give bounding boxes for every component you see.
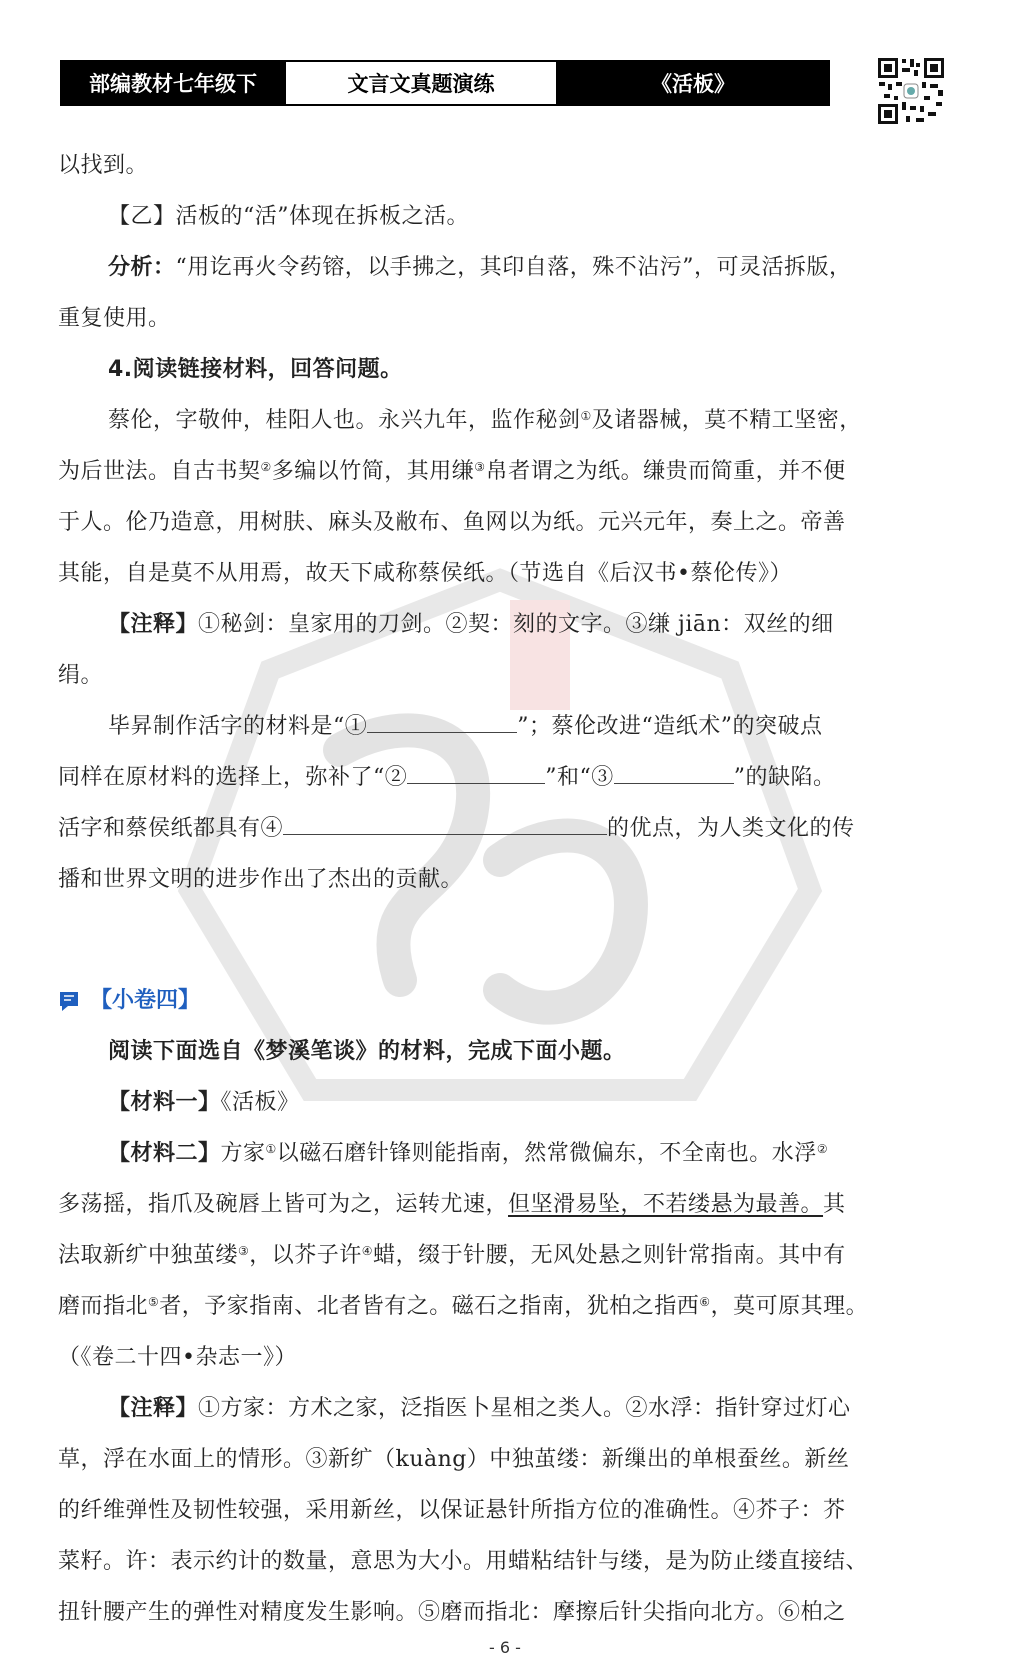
text-line: 蔡伦，字敬仲，桂阳人也。永兴九年，监作秘剑①及诸器械，莫不精工坚密， xyxy=(108,408,862,433)
notes-label: 【注释】 xyxy=(108,612,199,637)
section-header xyxy=(58,975,958,1026)
question-heading: 4.阅读链接材料，回答问题。 xyxy=(108,357,403,382)
text-line: 其能，自是莫不从用焉，故天下咸称蔡侯纸。（节选自《后汉书•蔡伦传》） xyxy=(58,561,792,586)
notes-line: 【注释】①秘剑：皇家用的刀剑。②契：刻的文字。③缣 jiān：双丝的细 xyxy=(108,612,834,637)
text-line: 于人。伦乃造意，用树肤、麻头及敝布、鱼网以为纸。元兴元年，奏上之。帝善 xyxy=(58,510,846,535)
text-line: 为后世法。自古书契②多编以竹简，其用缣③帛者谓之为纸。缣贵而简重，并不便 xyxy=(58,459,846,484)
qr-code-icon[interactable] xyxy=(876,56,946,126)
section-intro: 阅读下面选自《梦溪笔谈》的材料，完成下面小题。 xyxy=(108,1039,626,1064)
fill-blank-line: 毕昇制作活字的材料是“① ”；蔡伦改进“造纸术”的突破点 xyxy=(58,701,958,752)
text-line: 重复使用。 xyxy=(58,306,171,331)
source-line: （《卷二十四•杂志一》） xyxy=(58,1345,297,1370)
text-line: 多荡摇，指爪及碗唇上皆可为之，运转尤速，但坚滑易坠，不若缕悬为最善。其 xyxy=(58,1192,846,1217)
section-title: 【小卷四】 xyxy=(90,988,201,1013)
answer-blank-4[interactable] xyxy=(283,812,607,835)
header-left: 部编教材七年级下 xyxy=(62,62,284,104)
notes-line: 【注释】①方家：方术之家，泛指医卜星相之类人。②水浮：指针穿过灯心 xyxy=(108,1396,851,1421)
answer-blank-2[interactable] xyxy=(407,761,545,784)
text-line: 以找到。 xyxy=(58,153,149,178)
page-number: - 6 - xyxy=(489,1638,521,1657)
text-line: 【乙】活板的“活”体现在拆板之活。 xyxy=(108,204,469,229)
header-right: 《活板》 xyxy=(558,62,828,104)
answer-blank-1[interactable] xyxy=(367,710,517,733)
text-line: 扭针腰产生的弹性对精度发生影响。⑤磨而指北：摩擦后针尖指向北方。⑥柏之 xyxy=(58,1600,846,1625)
page-content xyxy=(58,140,958,1638)
material-one-line: 【材料一】《活板》 xyxy=(108,1090,300,1115)
fill-blank-line: 活字和蔡侯纸都具有④ 的优点，为人类文化的传 xyxy=(58,803,958,854)
fill-blank-line: 同样在原材料的选择上，弥补了“② ”和“③ ”的缺陷。 xyxy=(58,752,958,803)
text-line: 播和世界文明的进步作出了杰出的贡献。 xyxy=(58,867,464,892)
text-line: 法取新纩中独茧缕③，以芥子许④蜡，缀于针腰，无风处悬之则针常指南。其中有 xyxy=(58,1243,846,1268)
material-two-line: 【材料二】方家①以磁石磨针锋则能指南，然常微偏东，不全南也。水浮② xyxy=(108,1141,829,1166)
text-line: 绢。 xyxy=(58,663,104,688)
text-line: 草，浮在水面上的情形。③新纩（kuàng）中独茧缕：新缫出的单根蚕丝。新丝 xyxy=(58,1447,850,1472)
analysis-line: 分析：“用讫再火令药镕，以手拂之，其印自落，殊不沾污”，可灵活拆版， xyxy=(108,255,852,280)
analysis-label: 分析： xyxy=(108,255,176,280)
text-line: 菜籽。许：表示约计的数量，意思为大小。用蜡粘结针与缕，是为防止缕直接结、 xyxy=(58,1549,869,1574)
text-line: 磨而指北⑤者，予家指南、北者皆有之。磁石之指南，犹柏之指西⑥，莫可原其理。 xyxy=(58,1294,869,1319)
underlined-sentence: 但坚滑易坠，不若缕悬为最善。 xyxy=(508,1192,824,1217)
header-center: 文言文真题演练 xyxy=(284,62,558,104)
text-line: 的纤维弹性及韧性较强，采用新丝，以保证悬针所指方位的准确性。④芥子：芥 xyxy=(58,1498,846,1523)
answer-blank-3[interactable] xyxy=(614,761,734,784)
section-bookmark-icon xyxy=(58,990,82,1012)
header-bar xyxy=(60,60,830,106)
